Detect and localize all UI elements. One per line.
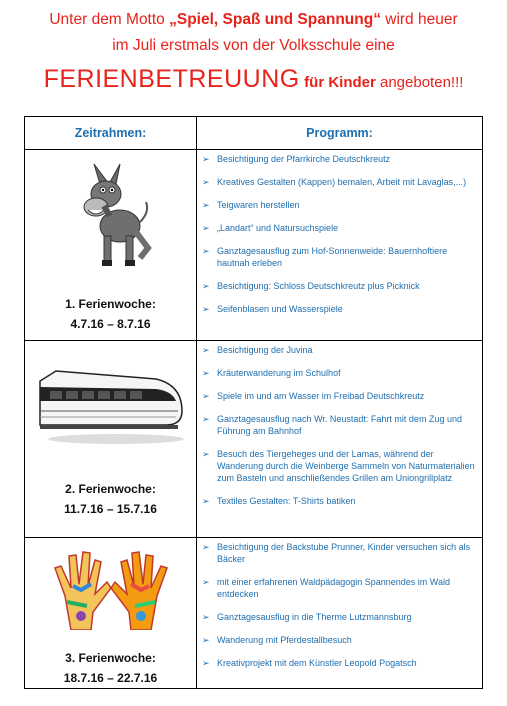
list-item: ➢ Spiele im und am Wasser im Freibad Deutschkreutz (202, 391, 425, 401)
list-item: ➢ Besichtigung der Juvina (202, 345, 313, 355)
list-item: ➢ Besuch des Tiergeheges und der Lamas, während der Wanderung durch die Weinberge Sammeln von Naturmaterialien zum Basteln und anschließendes Grillen am Uniongrillplatz (202, 449, 475, 483)
header (0, 8, 507, 98)
list-item: ➢ mit einer erfahrenen Waldpädagogin Spannendes im Wald entdecken (202, 577, 450, 599)
list-item: ➢ „Landart“ und Natursuchspiele (202, 223, 339, 233)
list-item: ➢ Kreatives Gestalten (Kappen) bemalen, Arbeit mit Lavaglas,...) (202, 177, 467, 187)
header-line1-post: wird heuer (380, 11, 458, 28)
week3-program-list (197, 538, 482, 669)
col-header-program: Programm: (197, 117, 483, 150)
week2-program-cell (197, 341, 483, 538)
table-row (25, 150, 483, 341)
week1-block (25, 294, 196, 334)
list-item: ➢ Ganztagesausflug zum Hof-Sonnenweide: Bauernhoftiere hautnah erleben (202, 246, 448, 268)
week2-time-cell (25, 341, 197, 538)
table-row (25, 538, 483, 689)
header-offered: angeboten!!! (380, 74, 464, 91)
week3-time-cell (25, 538, 197, 689)
week1-program-cell (197, 150, 483, 341)
header-line-2: im Juli erstmals von der Volksschule eine (112, 37, 395, 54)
week2-block (25, 479, 196, 519)
list-item: ➢ Kreativprojekt mit dem Künstler Leopold Pogatsch (202, 658, 417, 668)
week1-image (25, 150, 196, 274)
week3-dates: 18.7.16 – 22.7.16 (63, 671, 158, 685)
week2-dates: 11.7.16 – 15.7.16 (64, 502, 157, 516)
train-icon (36, 367, 186, 445)
week2-label: 2. Ferienwoche: (65, 482, 156, 496)
donkey-icon (70, 162, 152, 274)
week3-label: 3. Ferienwoche: (65, 651, 156, 665)
list-item: ➢ Teigwaren herstellen (202, 200, 300, 210)
week1-program-list (197, 150, 482, 315)
list-item: ➢ Besichtigung der Pfarrkirche Deutschkreutz (202, 154, 391, 164)
col-header-time: Zeitrahmen: (25, 117, 197, 150)
week1-label: 1. Ferienwoche: (65, 297, 156, 311)
list-item: ➢ Ganztagesausflug in die Therme Lutzmannsburg (202, 612, 412, 622)
header-line-3 (0, 64, 507, 98)
list-item: ➢ Seifenblasen und Wasserspiele (202, 304, 343, 314)
list-item: ➢ Besichtigung: Schloss Deutschkreutz plus Picknick (202, 281, 420, 291)
week3-block (25, 648, 196, 688)
schedule-table (24, 116, 483, 689)
week1-dates: 4.7.16 – 8.7.16 (70, 317, 151, 331)
table-header-row (25, 117, 483, 150)
header-line3-tail (304, 74, 463, 91)
week3-image (25, 538, 196, 630)
header-line-1 (0, 8, 507, 32)
list-item: ➢ Ganztagesausflug nach Wr. Neustadt: Fahrt mit dem Zug und Führung am Bahnhof (202, 414, 462, 436)
header-for-kids: für Kinder (304, 74, 376, 91)
week2-program-list (197, 341, 482, 507)
header-motto: „Spiel, Spaß und Spannung“ (169, 11, 381, 28)
list-item: ➢ Wanderung mit Pferdestallbesuch (202, 635, 352, 645)
header-line1-pre: Unter dem Motto (49, 11, 170, 28)
table-row (25, 341, 483, 538)
week1-time-cell (25, 150, 197, 341)
list-item: ➢ Kräuterwanderung im Schulhof (202, 368, 341, 378)
week2-image (25, 341, 196, 445)
week3-program-cell (197, 538, 483, 689)
header-title: FERIENBETREUUNG (43, 65, 300, 93)
list-item: ➢ Besichtigung der Backstube Prunner, Kinder versuchen sich als Bäcker (202, 542, 471, 564)
list-item: ➢ Textiles Gestalten: T-Shirts batiken (202, 496, 356, 506)
painted-hands-icon (51, 546, 171, 630)
